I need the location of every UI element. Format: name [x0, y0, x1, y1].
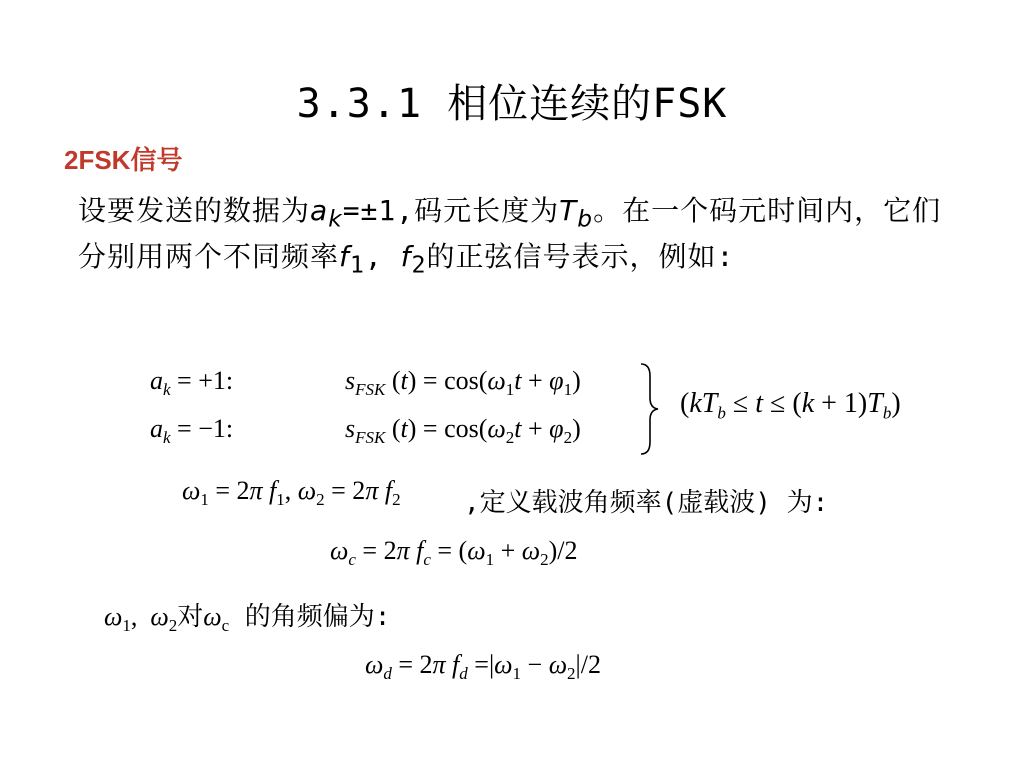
section-heading: 2FSK信号 — [64, 145, 183, 175]
intro-pm1: =±1, — [342, 194, 415, 227]
formula-omega-d: $\omega_d = 2\pi$ $f_d =|\omega_1 - \omega_2|/2$ — [365, 650, 601, 684]
intro-text-2: 码元长度为 — [414, 194, 560, 227]
symbol-a-sub: k — [328, 204, 343, 233]
symbol-f1: f — [339, 239, 350, 273]
formula-row1-expr: $s_{FSK}$ $(t) = \cos(\omega_1t + \varphi_1)$ — [345, 366, 581, 400]
formula-row2-expr: $s_{FSK}$ $(t) = \cos(\omega_2t + \varphi_2)$ — [345, 414, 581, 448]
symbol-t-sub: b — [577, 204, 594, 233]
intro-text-1: 设要发送的数据为 — [78, 194, 311, 227]
carrier-definition-text: ,定义载波角频率(虚载波) 为: — [464, 488, 829, 518]
formula-row1-label: $a_k = +1$: — [150, 366, 234, 400]
offset-text-end: 的角频偏为: — [229, 602, 391, 632]
formula-interval: $(kT_b \le t \le (k + 1)T_b)$ — [680, 388, 901, 423]
offset-omegas: $\omega_1$, $\omega_2$ — [104, 602, 178, 636]
symbol-f1-sub: 1 — [349, 250, 365, 279]
right-brace — [638, 362, 660, 456]
formula-row2-label: $a_k = -1$: — [150, 414, 234, 448]
intro-text-3: 。在一个码元时间内，它们分别用两个不同频率 — [78, 194, 942, 273]
intro-text-4: 的正弦信号表示，例如: — [426, 239, 735, 273]
offset-omega-c: $\omega_c$ — [203, 602, 230, 636]
symbol-f2-sub: 2 — [411, 250, 427, 279]
offset-text-mid: 对 — [177, 602, 204, 632]
offset-line — [104, 596, 390, 636]
symbol-t: T — [559, 194, 578, 227]
formula-omega-def: $\omega_1 = 2\pi$ $f_1$, $\omega_2 = 2\pi$ $f_2$ — [182, 476, 401, 510]
symbol-f2: f — [400, 239, 412, 273]
intro-comma: , — [364, 239, 401, 273]
page-title: 3.3.1 相位连续的FSK — [296, 81, 728, 127]
intro-paragraph — [78, 192, 948, 283]
formula-omega-c: $\omega_c = 2\pi$ $f_c = (\omega_1 + \omega_2)/2$ — [330, 536, 578, 570]
symbol-a: a — [310, 194, 329, 227]
